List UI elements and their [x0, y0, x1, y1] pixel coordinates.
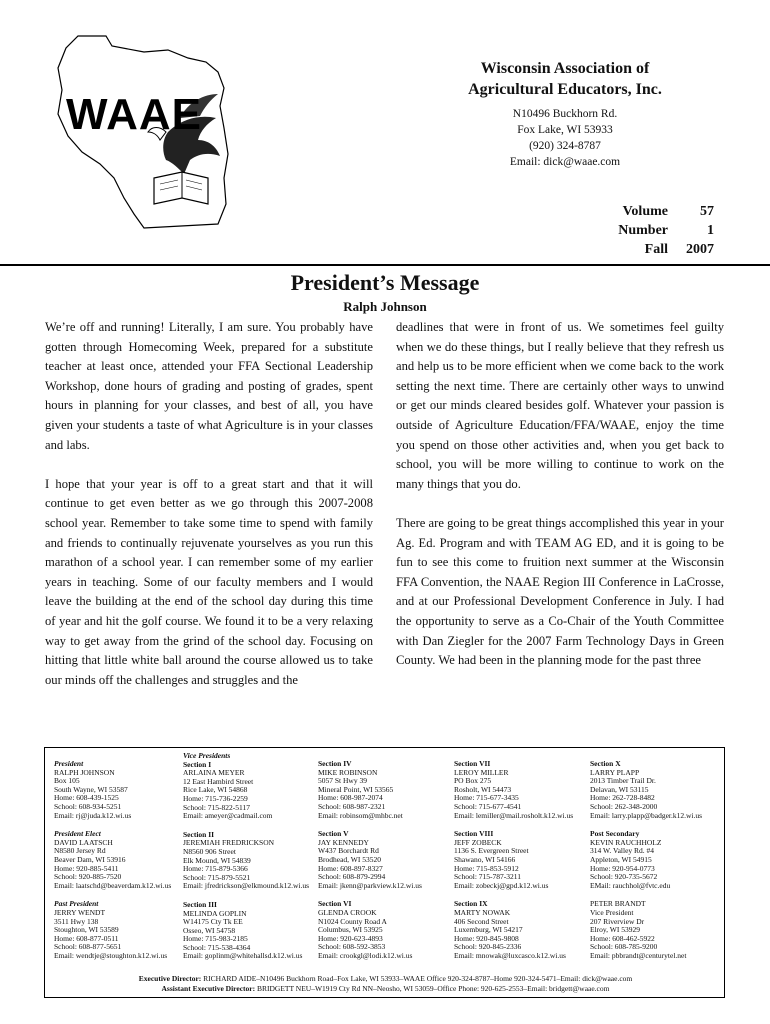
officer-detail: 314 W. Valley Rd. #4 [590, 846, 655, 856]
officer-detail: School: 715-822-5117 [183, 802, 251, 812]
officer-entry [590, 900, 702, 960]
header-divider [0, 264, 770, 266]
officer-detail: Rosholt, WI 54473 [454, 784, 512, 794]
section-label: Section II [183, 829, 215, 839]
officer-entry [318, 900, 422, 960]
officer-detail: W14175 Cty Tk EE [183, 917, 243, 927]
officer-name: JERRY WENDT [54, 907, 106, 917]
officer-detail: Email: jkenn@parkview.k12.wi.us [318, 880, 422, 890]
season-label: Fall [644, 242, 668, 257]
officer-detail: EMail: rauchhol@fvtc.edu [590, 880, 671, 890]
officer-detail: 5057 St Hwy 39 [318, 776, 367, 786]
officer-entry [183, 752, 309, 821]
officer-name: MIKE ROBINSON [318, 767, 378, 777]
officer-entry [318, 830, 422, 890]
logo-text: WAAE [66, 90, 202, 139]
officer-detail: School: 920-845-2336 [454, 942, 522, 952]
officer-title: President [54, 759, 84, 768]
officer-entry [454, 900, 573, 960]
officer-detail: Appleton, WI 54915 [590, 854, 652, 864]
officer-detail: Home: 920-954-0773 [590, 863, 655, 873]
officer-entry [183, 901, 309, 961]
officer-detail: Email: robinsom@mhbc.net [318, 810, 403, 820]
paragraph: deadlines that were in front of us. We sometimes feel guilty when we do these things, but I really believe that they refresh us and help us to be more efficient when we come back to the work setting the next time. There are certainly other ways to unwind or get our minds cleared besides golf. Whatever your passion is outside of Agriculture Education/FFA/WAAE, enjoy the time you spend on those other activities and, when you get back to school, you will be more willing to continue to work on the many things that you do. [396, 320, 724, 491]
directory-column [590, 760, 702, 970]
officer-name: GLENDA CROOK [318, 907, 377, 917]
paragraph: I hope that your year is off to a great start and that it will continue to get even better as we go through this 2007-2008 school year. Remember to take some time to spend with family and friends to continually rejuvenate yourselves as you run this marathon of a school year. I can remember some of my earlier years in teaching. Some of our faculty members and I would leave the building at the end of the school day during this time of year and hit the golf course. We found it to be a very relaxing way to get away from the grind of the school day. Focusing on hitting that little white ball around the course allowed us to take our minds off the challenges and struggles and the [45, 476, 373, 687]
officer-detail: W437 Borchardt Rd [318, 846, 379, 856]
officer-detail: Home: 920-885-5411 [54, 863, 119, 873]
officer-title: President Elect [54, 829, 101, 839]
section-label: Section IX [454, 899, 488, 909]
officer-detail: Box 105 [54, 776, 80, 786]
officer-detail: 406 Second Street [454, 916, 509, 926]
officer-name: DAVID LAATSCH [54, 837, 113, 847]
officer-detail: School: 608-592-3853 [318, 942, 386, 952]
article-title: President’s Message [290, 270, 480, 295]
officer-detail: Email: jfredrickson@elkmound.k12.wi.us [183, 881, 310, 891]
officer-detail: Email: laatschd@beaverdam.k12.wi.us [54, 880, 172, 890]
officer-detail: Home: 262-728-8482 [590, 793, 655, 803]
officer-detail: School: 715-538-4364 [183, 942, 251, 952]
directory-column [54, 760, 171, 970]
article-column-left [45, 318, 373, 690]
officer-detail: School: 608-879-2994 [318, 872, 386, 882]
officer-detail: 207 Riverview Dr [590, 916, 645, 926]
officer-entry [54, 830, 171, 890]
org-name-line2: Agricultural Educators, Inc. [468, 81, 662, 98]
officer-detail: Home: 608-462-5922 [590, 933, 655, 943]
org-name-line1: Wisconsin Association of [480, 60, 650, 77]
officer-detail: South Wayne, WI 53587 [54, 784, 128, 794]
officer-detail: 2013 Timber Trail Dr. [590, 776, 656, 786]
section-label: Section IV [318, 759, 352, 768]
officer-detail: School: 715-879-5521 [183, 872, 251, 882]
number-label: Number [618, 223, 668, 238]
officer-name: MARTY NOWAK [454, 907, 511, 917]
issue-info [598, 202, 714, 259]
officer-detail: Home: 608-897-8327 [318, 863, 383, 873]
officer-detail: Rice Lake, WI 54868 [183, 785, 248, 795]
org-email: Email: dick@waae.com [509, 156, 621, 168]
officer-detail: Home: 715-736-2259 [183, 793, 248, 803]
officer-name: JEREMIAH FREDRICKSON [183, 838, 275, 848]
officer-detail: Brodhead, WI 53520 [318, 854, 381, 864]
section-label: Section VII [454, 759, 491, 768]
officer-detail: School: 608-877-5651 [54, 942, 122, 952]
officer-detail: Vice President [590, 907, 634, 917]
section-label: Section VIII [454, 829, 494, 839]
officer-name: RALPH JOHNSON [54, 767, 115, 777]
officer-detail: Email: lemiller@mail.rosholt.k12.wi.us [454, 810, 574, 820]
officer-detail: Columbus, WI 53925 [318, 925, 383, 935]
officer-detail: Home: 715-853-5912 [454, 863, 519, 873]
officer-detail: PO Box 275 [454, 776, 492, 786]
officer-detail: Elk Mound, WI 54839 [183, 855, 251, 865]
officer-detail: 12 East Hambird Street [183, 776, 254, 786]
officer-entry [590, 760, 702, 820]
officer-name: LARRY PLAPP [590, 767, 640, 777]
officer-detail: N8560 906 Street [183, 846, 236, 856]
directory-column [318, 760, 422, 970]
section-label: Section III [183, 899, 217, 909]
officer-detail: Email: rj@juda.k12.wi.us [54, 810, 132, 820]
officer-detail: 1136 S. Evergreen Street [454, 846, 529, 856]
director-label: Executive Director: [138, 974, 202, 983]
officer-detail: Email: zobeckj@gpd.k12.wi.us [454, 880, 549, 890]
officer-detail: School: 608-987-2321 [318, 801, 386, 811]
directory-column [454, 760, 573, 970]
director-label: Assistant Executive Director: [161, 984, 256, 993]
officer-name: ARLAINA MEYER [183, 768, 245, 778]
officer-detail: Osseo, WI 54758 [183, 925, 236, 935]
officer-entry [54, 760, 171, 820]
officer-detail: Home: 608-987-2074 [318, 793, 383, 803]
officer-detail: N1024 County Road A [318, 916, 387, 926]
officer-entry [454, 760, 573, 820]
section-label: Section X [590, 759, 621, 768]
volume-value: 57 [700, 204, 714, 219]
paragraph: There are going to be great things accomplished this year in your Ag. Ed. Program and with TEAM AG ED, and it is going to be fun to see this come to fruition next summer at the Wisconsin FFA Convention, the NAAE Region III Conference in LaCrosse, and at our Professional Development Conference in July. I had the opportunity to serve as a Co-Chair of the Youth Committee with Dan Ziegler for the 2007 Farm Technology Days in Green County. We had been in the planning mode for the past three [396, 515, 724, 668]
officer-name: KEVIN RAUCHHOLZ [590, 837, 662, 847]
org-address2: Fox Lake, WI 53933 [517, 124, 613, 136]
officer-detail: School: 715-677-4541 [454, 801, 522, 811]
officer-detail: Mineral Point, WI 53565 [318, 784, 394, 794]
officer-detail: School: 920-735-5672 [590, 872, 658, 882]
officer-entry [454, 830, 573, 890]
officer-title: Past President [54, 899, 99, 909]
officer-detail: Home: 920-845-9808 [454, 933, 519, 943]
officer-detail: Beaver Dam, WI 53916 [54, 854, 126, 864]
article-author: Ralph Johnson [343, 299, 427, 314]
officer-name: MELINDA GOPLIN [183, 908, 247, 918]
waae-logo [48, 28, 248, 238]
section-label: Post Secondary [590, 829, 640, 839]
officer-name: PETER BRANDT [590, 899, 646, 909]
organization-header [400, 58, 730, 170]
officer-title: Vice Presidents [183, 751, 231, 760]
officer-detail: Email: goplinm@whitehallsd.k12.wi.us [183, 951, 303, 961]
year-value: 2007 [686, 242, 714, 257]
officer-detail: School: 920-885-7520 [54, 872, 122, 882]
officer-entry [183, 831, 309, 891]
officer-name: JEFF ZOBECK [454, 837, 502, 847]
officer-detail: Home: 608-877-0511 [54, 933, 119, 943]
officer-detail: Email: mnowak@luxcasco.k12.wi.us [454, 950, 566, 960]
officer-entry [318, 760, 422, 820]
officer-detail: School: 715-787-3211 [454, 872, 522, 882]
officer-detail: Email: pbbrandt@centurytel.net [590, 950, 687, 960]
directory-column [183, 752, 309, 971]
officer-detail: Delavan, WI 53115 [590, 784, 649, 794]
officer-detail: Email: ameyer@cadmail.com [183, 811, 273, 821]
section-label: Section V [318, 829, 349, 839]
officer-detail: Shawano, WI 54166 [454, 854, 516, 864]
director-details: RICHARD AIDE–N10496 Buckhorn Road–Fox Lake, WI 53933–WAAE Office 920-324-8787–Home 920-324-5471–Email: dick@waae.com [203, 974, 633, 983]
officer-detail: School: 608-934-5251 [54, 801, 122, 811]
director-details: BRIDGETT NEU–W1919 Cty Rd NN–Neosho, WI 53059–Office Phone: 920-625-2553–Email: bridgett@waae.com [256, 984, 610, 993]
officer-detail: 3511 Hwy 138 [54, 916, 99, 926]
org-phone: (920) 324-8787 [529, 140, 601, 152]
officer-detail: Stoughton, WI 53589 [54, 925, 119, 935]
officer-detail: Home: 715-983-2185 [183, 934, 248, 944]
officer-detail: Home: 715-677-3435 [454, 793, 519, 803]
officer-detail: Email: larry.plapp@badger.k12.wi.us [590, 810, 703, 820]
officer-detail: Home: 608-439-1525 [54, 793, 119, 803]
officer-entry [590, 830, 702, 890]
number-value: 1 [707, 223, 714, 238]
section-label: Section VI [318, 899, 352, 909]
officer-entry [54, 900, 171, 960]
section-label: Section I [183, 759, 212, 769]
volume-label: Volume [622, 204, 668, 219]
officer-detail: N8580 Jersey Rd [54, 846, 106, 856]
org-address1: N10496 Buckhorn Rd. [512, 108, 618, 120]
officer-name: LEROY MILLER [454, 767, 509, 777]
article-column-right [396, 318, 724, 671]
officer-directory [44, 747, 725, 998]
officer-detail: School: 262-348-2000 [590, 801, 658, 811]
officer-detail: Luxemburg, WI 54217 [454, 925, 523, 935]
officer-detail: Home: 920-623-4893 [318, 933, 383, 943]
officer-detail: Email: crookgl@lodi.k12.wi.us [318, 950, 413, 960]
director-line [45, 974, 726, 984]
paragraph: We’re off and running! Literally, I am sure. You probably have gotten through Homecoming Week, prepared for a substitute teacher at least once, attended your FFA Sectional Leadership Workshop, done hours of grading and posting of grades, spent hours in planning for your classes, and best of all, you have given your students a taste of what Agriculture is in your classes and labs. [45, 320, 373, 452]
officer-detail: School: 608-785-9200 [590, 942, 658, 952]
officer-detail: Email: wendtje@stoughton.k12.wi.us [54, 950, 168, 960]
director-line [45, 984, 726, 994]
officer-detail: Elroy, WI 53929 [590, 925, 640, 935]
officer-detail: Home: 715-879-5366 [183, 864, 248, 874]
officer-name: JAY KENNEDY [318, 837, 369, 847]
